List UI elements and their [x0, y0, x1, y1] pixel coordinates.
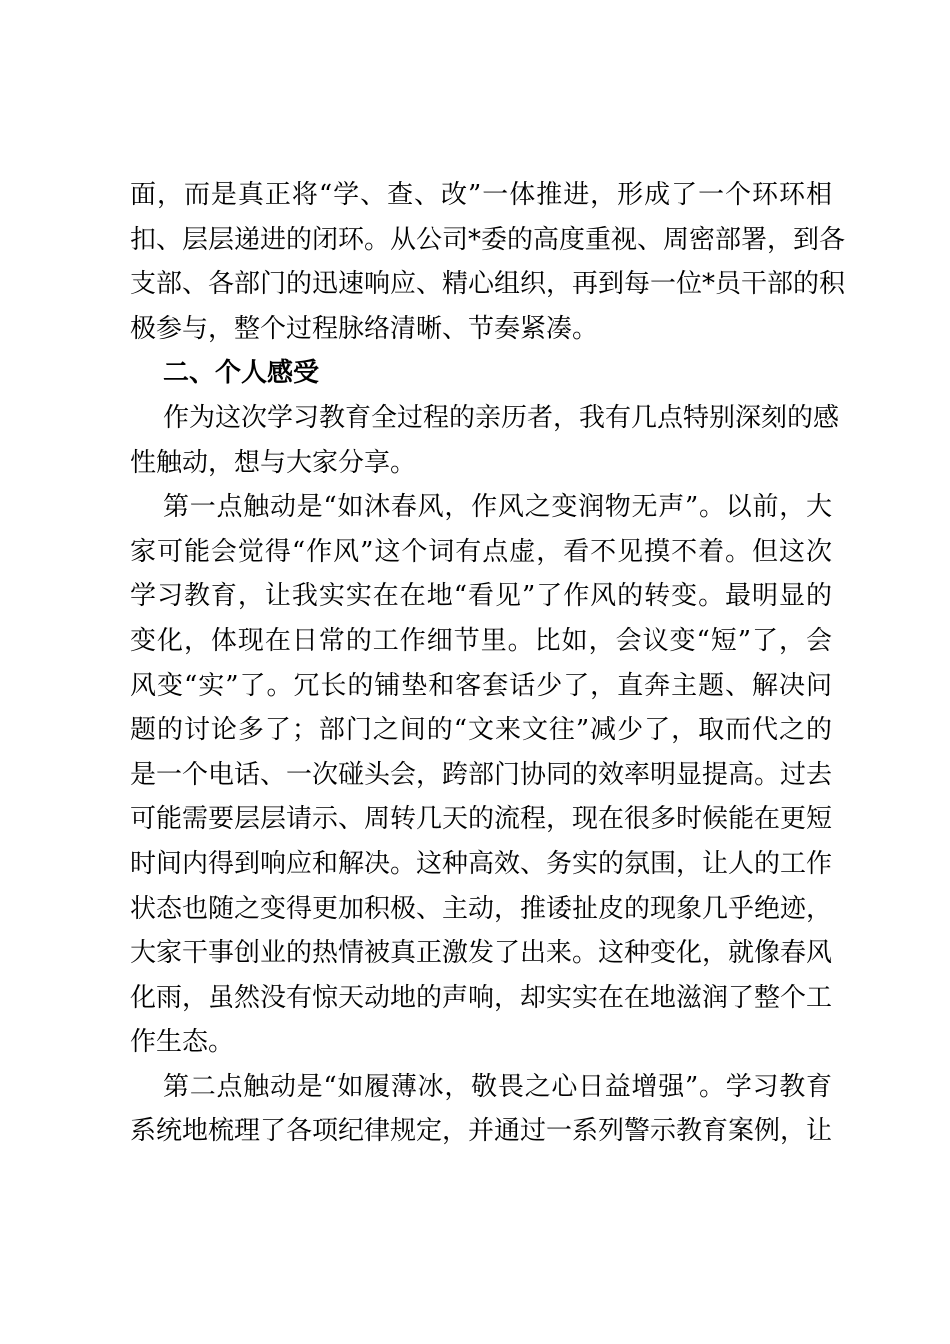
paragraph-2 [130, 396, 840, 485]
text-line: 扣、层层递进的闭环。从公司*委的高度重视、周密部署，到各 [130, 224, 846, 255]
paragraph-4 [130, 1065, 832, 1154]
text-line: 家可能会觉得“作风”这个词有点虚，看不见摸不着。但这次 [130, 536, 832, 567]
text-line: 大家干事创业的热情被真正激发了出来。这种变化，就像春风 [130, 938, 833, 969]
text-line: 性触动，想与大家分享。 [130, 447, 417, 478]
text-line: 第一点触动是“如沐春风，作风之变润物无声”。以前，大 [163, 492, 832, 523]
text-line: 极参与，整个过程脉络清晰、节奏紧凑。 [130, 313, 599, 344]
text-line: 时间内得到响应和解决。这种高效、务实的氛围，让人的工作 [130, 848, 833, 879]
text-line: 化雨，虽然没有惊天动地的声响，却实实在在地滋润了整个工 [130, 982, 833, 1013]
text-line: 第二点触动是“如履薄冰，敬畏之心日益增强”。学习教育 [163, 1071, 832, 1102]
text-line: 是一个电话、一次碰头会，跨部门协同的效率明显提高。过去 [130, 759, 833, 790]
text-line: 支部、各部门的迅速响应、精心组织，再到每一位*员干部的积 [130, 269, 846, 300]
text-line: 系统地梳理了各项纪律规定，并通过一系列警示教育案例，让 [130, 1116, 833, 1147]
section-heading: 二、个人感受 [163, 358, 320, 389]
paragraph-3 [130, 485, 832, 1065]
text-line: 可能需要层层请示、周转几天的流程，现在很多时候能在更短 [130, 804, 833, 835]
document-page [130, 173, 846, 1154]
text-line: 作生态。 [130, 1027, 235, 1058]
text-line: 学习教育，让我实实在在地“看见”了作风的转变。最明显的 [130, 581, 832, 612]
paragraph-1 [130, 173, 846, 351]
text-line: 风变“实”了。冗长的铺垫和客套话少了，直奔主题、解决问 [130, 670, 832, 701]
text-line: 面，而是真正将“学、查、改”一体推进，形成了一个环环相 [130, 180, 832, 210]
text-line: 作为这次学习教育全过程的亲历者，我有几点特别深刻的感 [163, 402, 840, 433]
text-line: 变化，体现在日常的工作细节里。比如，会议变“短”了，会 [130, 625, 832, 656]
text-line: 题的讨论多了；部门之间的“文来文往”减少了，取而代之的 [130, 715, 832, 746]
text-line: 状态也随之变得更加积极、主动，推诿扯皮的现象几乎绝迹， [130, 893, 833, 924]
